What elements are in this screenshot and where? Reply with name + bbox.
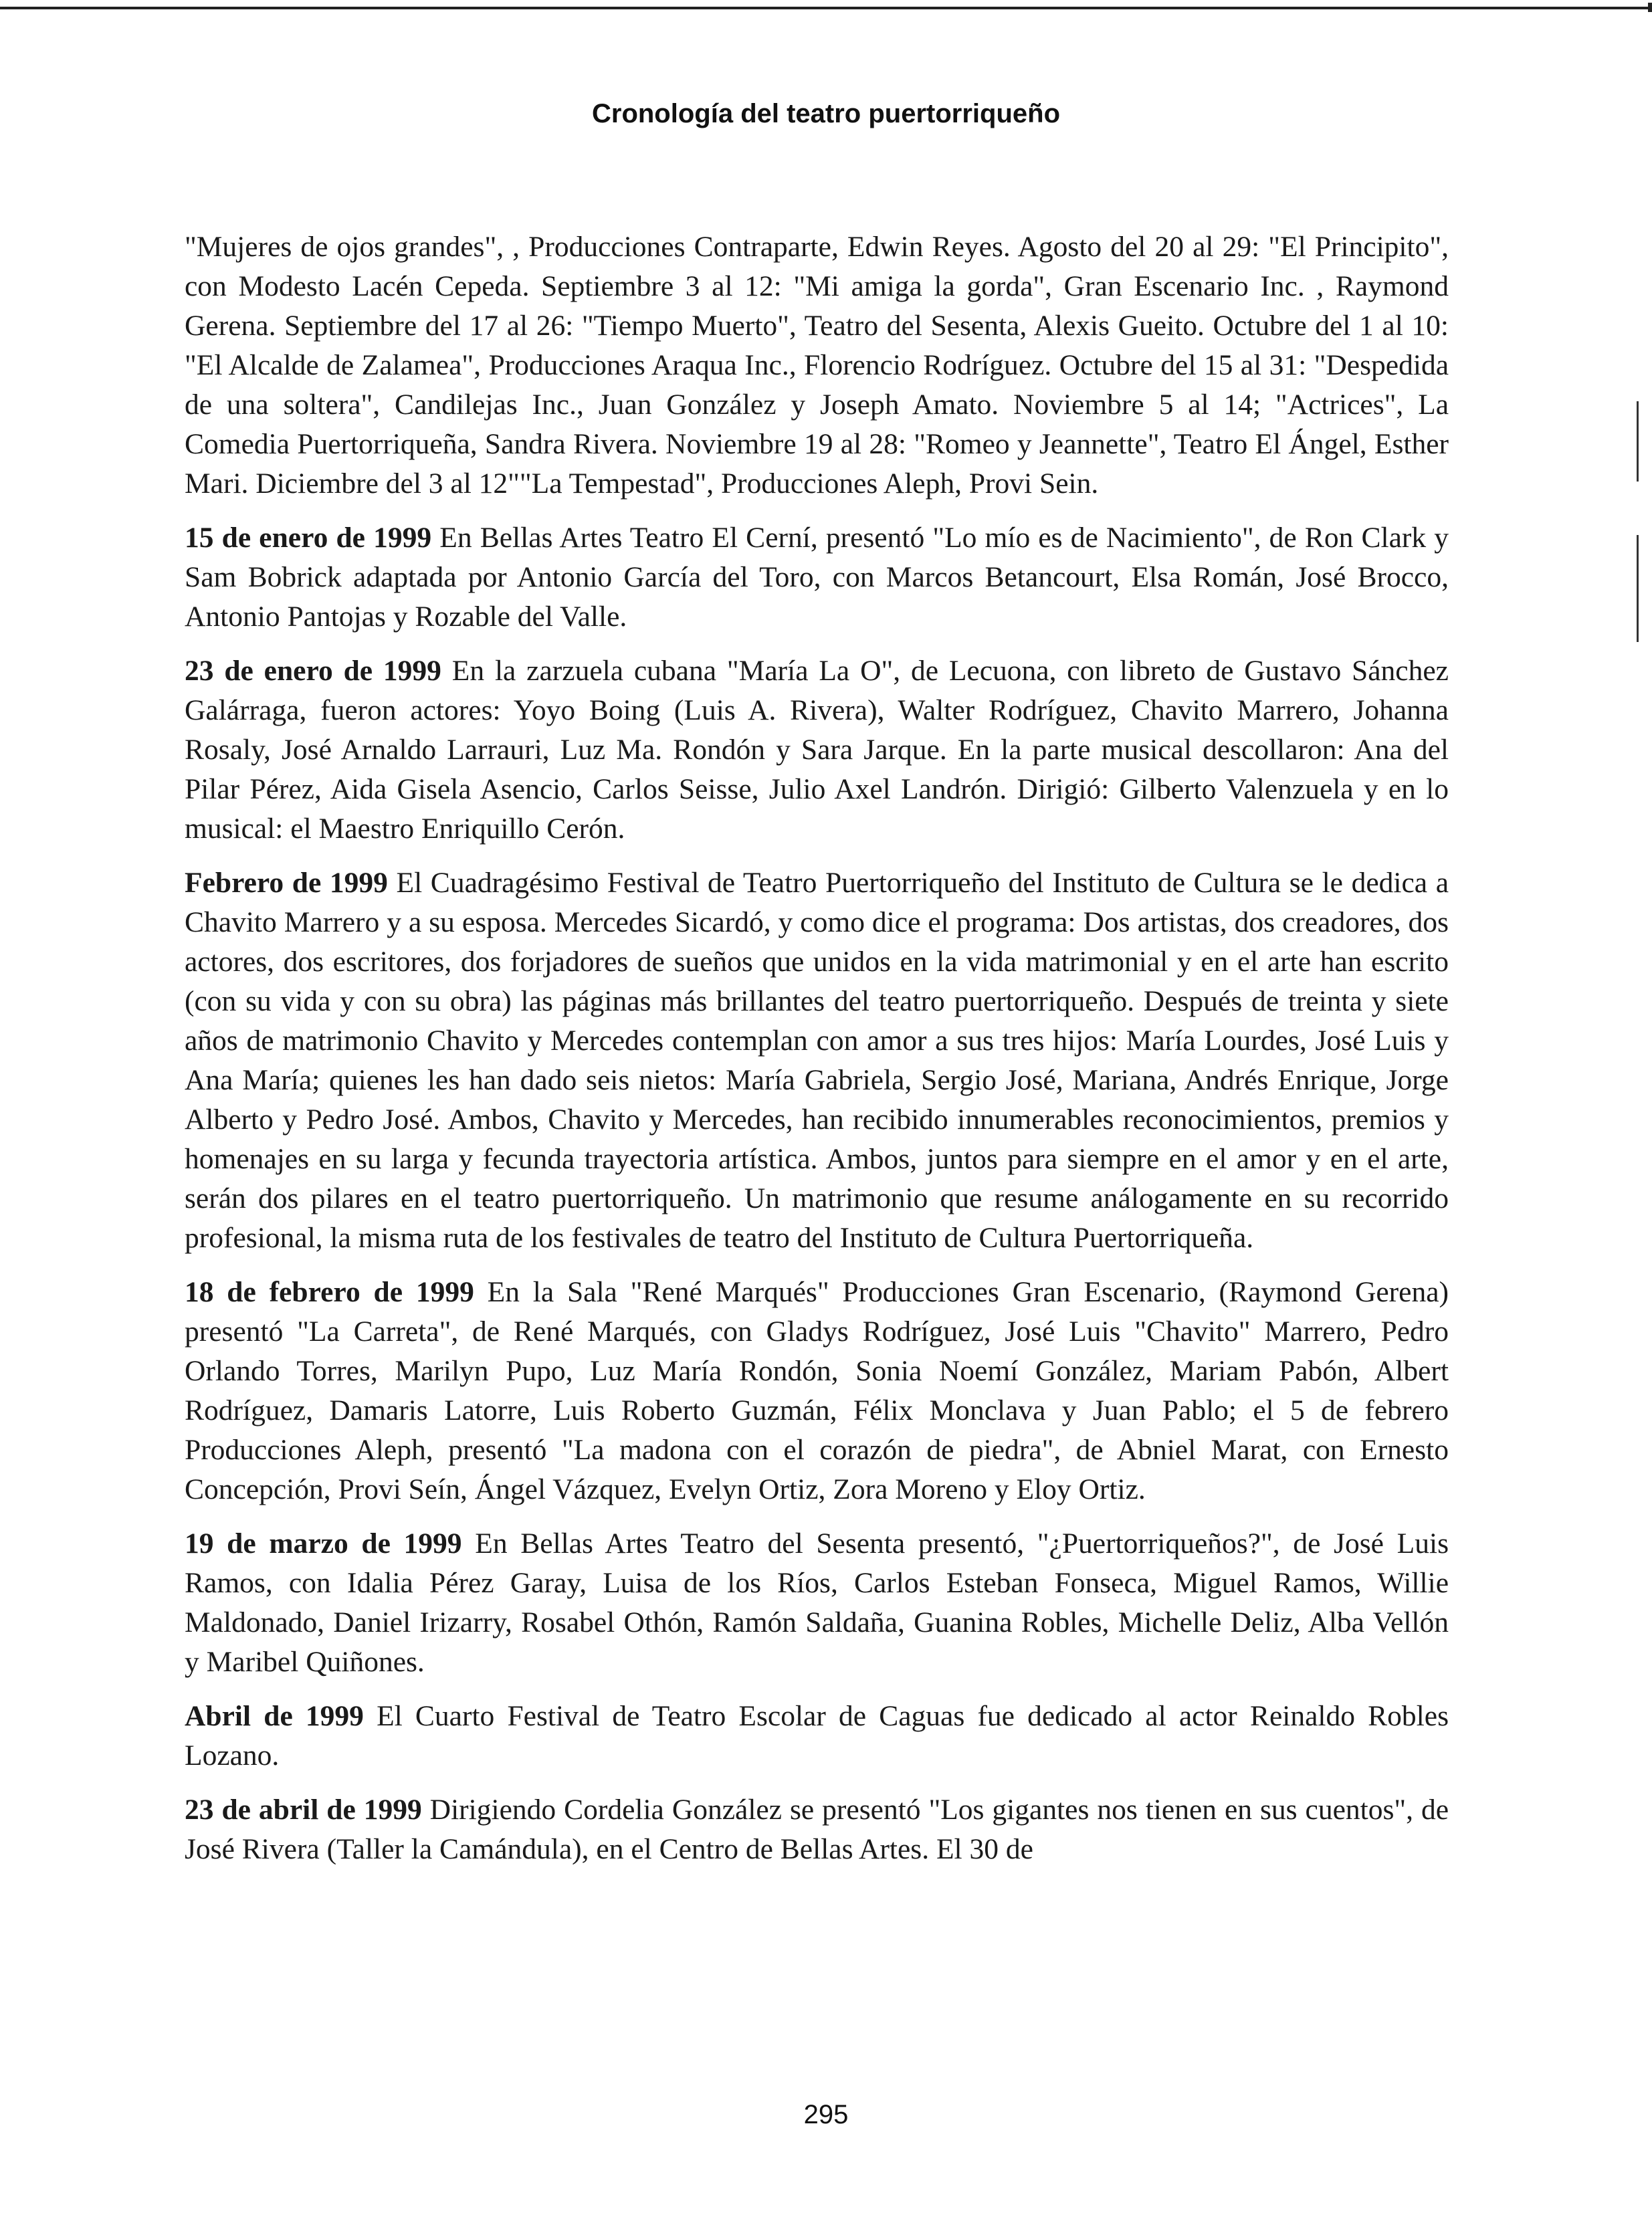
entry-text: En la Sala "René Marqués" Producciones Gran Escenario, (Raymond Gerena) presentó "La Carreta", de René Marqués, con Gladys Rodríguez, José Luis "Chavito" Marrero, Pedro Orlando Torres, Marilyn Pupo, Luz María Rondón, Sonia Noemí González, Mariam Pabón, Albert Rodríguez, Damaris Latorre, Luis Roberto Guzmán, Félix Monclava y Juan Pablo; el 5 de febrero Producciones Aleph, presentó "La madona con el corazón de piedra", de Abniel Marat, con Ernesto Concepción, Provi Seín, Ángel Vázquez, Evelyn Ortiz, Zora Moreno y Eloy Ortiz. <box>185 1276 1449 1505</box>
entry-6 <box>185 1697 1449 1776</box>
margin-mark <box>1637 535 1639 642</box>
entry-1 <box>185 518 1449 637</box>
entry-date: Febrero de 1999 <box>185 867 388 899</box>
entry-date: 15 de enero de 1999 <box>185 522 432 554</box>
page-number: 295 <box>803 2100 849 2129</box>
entry-0 <box>185 227 1449 504</box>
entry-7 <box>185 1790 1449 1869</box>
entry-5 <box>185 1524 1449 1682</box>
entry-date: Abril de 1999 <box>185 1700 364 1732</box>
entry-2 <box>185 651 1449 849</box>
entry-text: El Cuarto Festival de Teatro Escolar de Caguas fue dedicado al actor Reinaldo Robles Lozano. <box>185 1700 1449 1772</box>
running-header: Cronología del teatro puertorriqueño <box>591 99 1061 128</box>
entry-date: 23 de enero de 1999 <box>185 655 441 687</box>
entry-text: "Mujeres de ojos grandes", , Producciones Contraparte, Edwin Reyes. Agosto del 20 al 29: "El Principito", con Modesto Lacén Cepeda. Septiembre 3 al 12: "Mi amiga la gorda", Gran Escenario Inc. , Raymond Gerena. Septiembre del 17 al 26: "Tiempo Muerto", Teatro del Sesenta, Alexis Gueito. Octubre del 1 al 10: "El Alcalde de Zalamea", Producciones Araqua Inc., Florencio Rodríguez. Octubre del 15 al 31: "Despedida de una soltera", Candilejas Inc., Juan González y Joseph Amato. Noviembre 5 al 14; "Actrices", La Comedia Puertorriqueña, Sandra Rivera. Noviembre 19 al 28: "Romeo y Jeannette", Teatro El Ángel, Esther Mari. Diciembre del 3 al 12""La Tempestad", Producciones Aleph, Provi Sein. <box>185 231 1449 500</box>
entry-text: El Cuadragésimo Festival de Teatro Puertorriqueño del Instituto de Cultura se le dedica a Chavito Marrero y a su esposa. Mercedes Sicardó, y como dice el programa: Dos artistas, dos creadores, dos actores, dos escritores, dos forjadores de sueños que unidos en la vida matrimonial y en el arte han escrito (con su vida y con su obra) las páginas más brillantes del teatro puertorriqueño. Después de treinta y siete años de matrimonio Chavito y Mercedes contemplan con amor a sus tres hijos: María Lourdes, José Luis y Ana María; quienes les han dado seis nietos: María Gabriela, Sergio José, Mariana, Andrés Enrique, Jorge Alberto y Pedro José. Ambos, Chavito y Mercedes, han recibido innumerables reconocimientos, premios y homenajes en su larga y fecunda trayectoria artística. Ambos, juntos para siempre en el amor y en el arte, serán dos pilares en el teatro puertorriqueño. Un matrimonio que resume análogamente en su recorrido profesional, la misma ruta de los festivales de teatro del Instituto de Cultura Puertorriqueña. <box>185 867 1449 1254</box>
entry-date: 19 de marzo de 1999 <box>185 1527 462 1560</box>
entry-text: En Bellas Artes Teatro del Sesenta presentó, "¿Puertorriqueños?", de José Luis Ramos, con Idalia Pérez Garay, Luisa de los Ríos, Carlos Esteban Fonseca, Miguel Ramos, Willie Maldonado, Daniel Irizarry, Rosabel Othón, Ramón Saldaña, Guanina Robles, Michelle Deliz, Alba Vellón y Maribel Quiñones. <box>185 1527 1449 1678</box>
entry-date: 18 de febrero de 1999 <box>185 1276 474 1308</box>
entry-3 <box>185 863 1449 1258</box>
top-rule-end <box>1648 3 1652 12</box>
margin-mark <box>1637 401 1639 482</box>
entry-4 <box>185 1273 1449 1509</box>
entry-text: En Bellas Artes Teatro El Cerní, presentó "Lo mío es de Nacimiento", de Ron Clark y Sam Bobrick adaptada por Antonio García del Toro, con Marcos Betancourt, Elsa Román, José Brocco, Antonio Pantojas y Rozable del Valle. <box>185 522 1449 633</box>
entry-text: Dirigiendo Cordelia González se presentó "Los gigantes nos tienen en sus cuentos", de José Rivera (Taller la Camándula), en el Centro de Bellas Artes. El 30 de <box>185 1794 1449 1865</box>
entry-text: En la zarzuela cubana "María La O", de Lecuona, con libreto de Gustavo Sánchez Galárraga, fueron actores: Yoyo Boing (Luis A. Rivera), Walter Rodríguez, Chavito Marrero, Johanna Rosaly, José Arnaldo Larrauri, Luz Ma. Rondón y Sara Jarque. En la parte musical descollaron: Ana del Pilar Pérez, Aida Gisela Asencio, Carlos Seisse, Julio Axel Landrón. Dirigió: Gilberto Valenzuela y en lo musical: el Maestro Enriquillo Cerón. <box>185 655 1449 845</box>
top-rule <box>0 7 1652 9</box>
page-body <box>185 227 1449 1884</box>
entry-date: 23 de abril de 1999 <box>185 1794 422 1826</box>
